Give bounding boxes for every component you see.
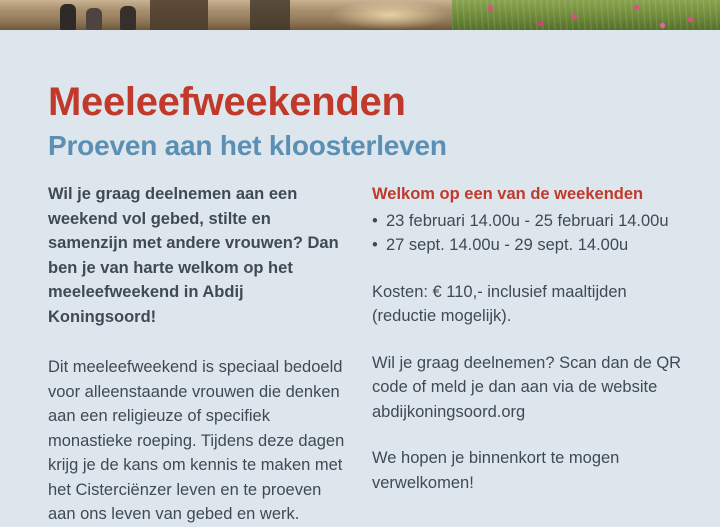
weekend-dates-list: [372, 209, 682, 258]
signup-paragraph: Wil je graag deelnemen? Scan dan de QR code of meld je dan aan via de website abdijkoningsoord.org: [372, 353, 682, 421]
page-title: Meeleefweekenden: [48, 79, 406, 124]
lead-paragraph: Wil je graag deelnemen aan een weekend vol gebed, stilte en samenzijn met andere vrouwen? Dan ben je van harte welkom op het meeleefweekend in Abdij Koningsoord!: [48, 185, 339, 326]
closing-paragraph: We hopen je binnenkort te mogen verwelkomen!: [372, 449, 620, 492]
meadow-flowers-photo: [452, 0, 720, 30]
abbey-interior-photo: [0, 0, 452, 30]
photo-doorway-shape: [150, 0, 208, 30]
weekends-heading: Welkom op een van de weekenden: [372, 185, 644, 203]
photo-person-silhouette: [60, 4, 76, 30]
page-subtitle: Proeven aan het kloosterleven: [48, 130, 447, 162]
body-paragraph: Dit meeleefweekend is speciaal bedoeld voor alleenstaande vrouwen die denken aan een religieuze of specifiek monastieke roeping. Tijdens deze dagen krijg je de kans om kennis te maken met het Cisterciënzer leven en te proeven aan ons leven van gebed en werk.: [48, 358, 345, 523]
photo-person-silhouette: [120, 6, 136, 30]
right-column: [372, 182, 682, 495]
list-item: • 27 sept. 14.00u - 29 sept. 14.00u: [372, 233, 682, 258]
photo-flower: [660, 23, 665, 28]
photo-grass-shape: [452, 0, 720, 30]
list-item: • 23 februari 14.00u - 25 februari 14.00u: [372, 209, 682, 234]
photo-flower: [634, 5, 639, 10]
photo-doorway-shape-2: [250, 0, 290, 30]
photo-strip: [0, 0, 720, 30]
costs-paragraph: Kosten: € 110,- inclusief maaltijden (reductie mogelijk).: [372, 282, 627, 325]
left-column: [48, 182, 348, 527]
photo-flower: [688, 17, 693, 22]
photo-light-glow: [330, 0, 450, 30]
photo-flower: [538, 21, 543, 26]
photo-flower: [572, 14, 577, 19]
photo-person-silhouette: [86, 8, 102, 30]
photo-flower: [488, 6, 493, 11]
